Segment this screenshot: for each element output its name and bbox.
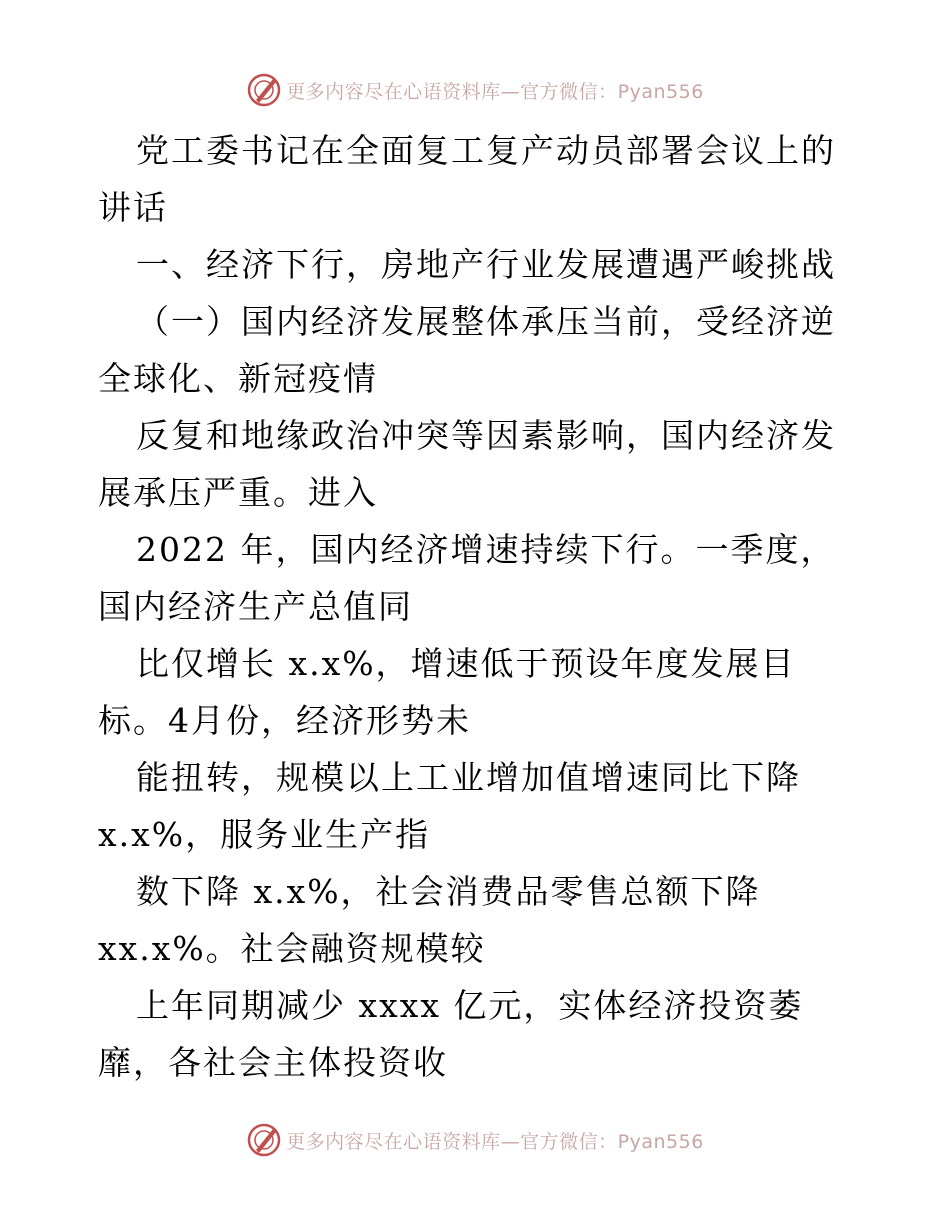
footer-banner-text: 更多内容尽在心语资料库—官方微信：Pyan556 (286, 1130, 704, 1153)
body-paragraph: 能扭转，规模以上工业增加值增速同比下降x.x%，服务业生产指 (98, 758, 801, 854)
body-paragraph: 反复和地缘政治冲突等因素影响，国内经济发展承压严重。进入 (98, 416, 836, 512)
footer-banner (0, 1118, 950, 1162)
body-paragraph: 2022 年，国内经济增速持续下行。一季度，国内经济生产总值同 (98, 530, 836, 626)
body-paragraph: 比仅增长 x.x%，增速低于预设年度发展目标。4月份，经济形势未 (98, 644, 796, 740)
section-heading: 一、经济下行，房地产行业发展遭遇严峻挑战 (136, 245, 836, 284)
pen-seal-icon (246, 72, 282, 108)
document-body (98, 122, 858, 1091)
subsection-heading: （一）国内经济发展整体承压当前，受经济逆全球化、新冠疫情 (98, 302, 836, 398)
header-banner (0, 68, 950, 112)
document-title: 党工委书记在全面复工复产动员部署会议上的讲话 (98, 131, 836, 227)
body-paragraph: 数下降 x.x%，社会消费品零售总额下降xx.x%。社会融资规模较 (98, 872, 761, 968)
body-paragraph: 上年同期减少 xxxx 亿元，实体经济投资萎靡，各社会主体投资收 (98, 986, 804, 1082)
header-banner-text: 更多内容尽在心语资料库—官方微信：Pyan556 (286, 80, 704, 103)
pen-seal-icon (246, 1122, 282, 1158)
